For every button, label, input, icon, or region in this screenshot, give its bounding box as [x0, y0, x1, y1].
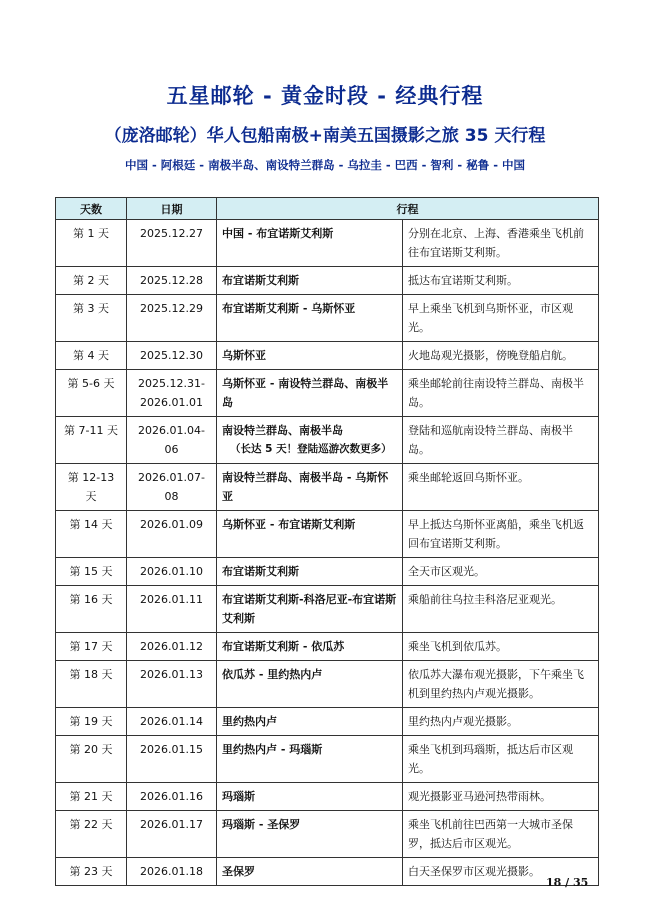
table-header-row [56, 198, 599, 220]
place-cell [217, 558, 403, 586]
place-text: 布宜诺斯艾利斯 - 依瓜苏 [222, 640, 345, 653]
date-cell: 2025.12.30 [127, 342, 217, 370]
place-cell [217, 811, 403, 858]
place-cell [217, 220, 403, 267]
table-row [56, 511, 599, 558]
table-row [56, 342, 599, 370]
table-row [56, 586, 599, 633]
place-text: 乌斯怀亚 - 布宜诺斯艾利斯 [222, 518, 356, 531]
day-cell: 第 18 天 [56, 661, 127, 708]
date-cell: 2026.01.10 [127, 558, 217, 586]
description-cell: 乘坐飞机到玛瑙斯，抵达后市区观光。 [403, 736, 599, 783]
date-cell: 2026.01.17 [127, 811, 217, 858]
date-cell: 2026.01.09 [127, 511, 217, 558]
table-row [56, 858, 599, 886]
date-cell: 2025.12.31-2026.01.01 [127, 370, 217, 417]
table-row [56, 370, 599, 417]
header-itinerary: 行程 [217, 198, 599, 220]
table-row [56, 708, 599, 736]
table-row [56, 783, 599, 811]
date-cell: 2026.01.15 [127, 736, 217, 783]
place-cell [217, 370, 403, 417]
description-cell: 里约热内卢观光摄影。 [403, 708, 599, 736]
place-text: 里约热内卢 [222, 715, 277, 728]
place-text: 布宜诺斯艾利斯 - 乌斯怀亚 [222, 302, 356, 315]
place-cell [217, 267, 403, 295]
place-cell [217, 633, 403, 661]
place-text: 南设特兰群岛、南极半岛 [222, 424, 343, 437]
day-cell: 第 19 天 [56, 708, 127, 736]
place-cell [217, 858, 403, 886]
header-day: 天数 [56, 198, 127, 220]
place-cell [217, 661, 403, 708]
place-text: 依瓜苏 - 里约热内卢 [222, 668, 323, 681]
description-cell: 登陆和巡航南设特兰群岛、南极半岛。 [403, 417, 599, 464]
day-cell: 第 4 天 [56, 342, 127, 370]
date-cell: 2025.12.27 [127, 220, 217, 267]
day-cell: 第 5-6 天 [56, 370, 127, 417]
itinerary-table [55, 197, 599, 886]
day-cell: 第 15 天 [56, 558, 127, 586]
place-text: 布宜诺斯艾利斯 [222, 565, 299, 578]
description-cell: 白天圣保罗市区观光摄影。 [403, 858, 599, 886]
place-cell [217, 736, 403, 783]
table-row [56, 661, 599, 708]
place-cell [217, 708, 403, 736]
description-cell: 分别在北京、上海、香港乘坐飞机前往布宜诺斯艾利斯。 [403, 220, 599, 267]
description-cell: 抵达布宜诺斯艾利斯。 [403, 267, 599, 295]
day-cell: 第 2 天 [56, 267, 127, 295]
place-text: 南设特兰群岛、南极半岛 - 乌斯怀亚 [222, 471, 389, 503]
page-number: 18 / 35 [546, 876, 589, 889]
date-cell: 2026.01.11 [127, 586, 217, 633]
day-cell: 第 21 天 [56, 783, 127, 811]
place-text: 里约热内卢 - 玛瑙斯 [222, 743, 323, 756]
description-cell: 观光摄影亚马逊河热带雨林。 [403, 783, 599, 811]
date-cell: 2026.01.13 [127, 661, 217, 708]
place-cell [217, 511, 403, 558]
route-summary: 中国 - 阿根廷 - 南极半岛、南设特兰群岛 - 乌拉圭 - 巴西 - 智利 - 秘鲁 - 中国 [125, 158, 525, 172]
place-note: （长达 5 天！登陆巡游次数更多） [230, 443, 392, 455]
day-cell: 第 14 天 [56, 511, 127, 558]
description-cell: 早上抵达乌斯怀亚离船，乘坐飞机返回布宜诺斯艾利斯。 [403, 511, 599, 558]
table-row [56, 464, 599, 511]
date-cell: 2025.12.29 [127, 295, 217, 342]
place-text: 乌斯怀亚 [222, 349, 266, 362]
place-cell [217, 783, 403, 811]
description-cell: 依瓜苏大瀑布观光摄影，下午乘坐飞机到里约热内卢观光摄影。 [403, 661, 599, 708]
place-text: 乌斯怀亚 - 南设特兰群岛、南极半岛 [222, 377, 389, 409]
date-cell: 2026.01.18 [127, 858, 217, 886]
place-text: 玛瑙斯 [222, 790, 255, 803]
place-cell [217, 417, 403, 464]
place-cell [217, 586, 403, 633]
day-cell: 第 23 天 [56, 858, 127, 886]
place-text: 中国 - 布宜诺斯艾利斯 [222, 227, 334, 240]
table-row [56, 633, 599, 661]
document-title: 五星邮轮 - 黄金时段 - 经典行程 [166, 84, 484, 108]
day-cell: 第 22 天 [56, 811, 127, 858]
place-text: 圣保罗 [222, 865, 255, 878]
date-cell: 2026.01.04-06 [127, 417, 217, 464]
place-cell [217, 295, 403, 342]
day-cell: 第 16 天 [56, 586, 127, 633]
table-row [56, 417, 599, 464]
table-row [56, 558, 599, 586]
day-cell: 第 3 天 [56, 295, 127, 342]
place-text: 布宜诺斯艾利斯 [222, 274, 299, 287]
description-cell: 乘坐飞机到依瓜苏。 [403, 633, 599, 661]
day-cell: 第 20 天 [56, 736, 127, 783]
description-cell: 全天市区观光。 [403, 558, 599, 586]
document-subtitle: （庞洛邮轮）华人包船南极+南美五国摄影之旅 35 天行程 [104, 126, 546, 146]
description-cell: 乘坐邮轮前往南设特兰群岛、南极半岛。 [403, 370, 599, 417]
table-row [56, 811, 599, 858]
table-body [56, 220, 599, 886]
table-row [56, 220, 599, 267]
date-cell: 2025.12.28 [127, 267, 217, 295]
description-cell: 早上乘坐飞机到乌斯怀亚，市区观光。 [403, 295, 599, 342]
table-row [56, 295, 599, 342]
date-cell: 2026.01.12 [127, 633, 217, 661]
day-cell: 第 1 天 [56, 220, 127, 267]
day-cell: 第 12-13 天 [56, 464, 127, 511]
description-cell: 乘坐邮轮返回乌斯怀亚。 [403, 464, 599, 511]
date-cell: 2026.01.14 [127, 708, 217, 736]
day-cell: 第 17 天 [56, 633, 127, 661]
date-cell: 2026.01.16 [127, 783, 217, 811]
description-cell: 乘坐飞机前往巴西第一大城市圣保罗，抵达后市区观光。 [403, 811, 599, 858]
day-cell: 第 7-11 天 [56, 417, 127, 464]
place-text: 玛瑙斯 - 圣保罗 [222, 818, 301, 831]
table-row [56, 736, 599, 783]
header-date: 日期 [127, 198, 217, 220]
date-cell: 2026.01.07-08 [127, 464, 217, 511]
place-cell [217, 342, 403, 370]
description-cell: 乘船前往乌拉圭科洛尼亚观光。 [403, 586, 599, 633]
place-text: 布宜诺斯艾利斯-科洛尼亚-布宜诺斯艾利斯 [222, 593, 397, 625]
table-row [56, 267, 599, 295]
description-cell: 火地岛观光摄影，傍晚登船启航。 [403, 342, 599, 370]
place-cell [217, 464, 403, 511]
